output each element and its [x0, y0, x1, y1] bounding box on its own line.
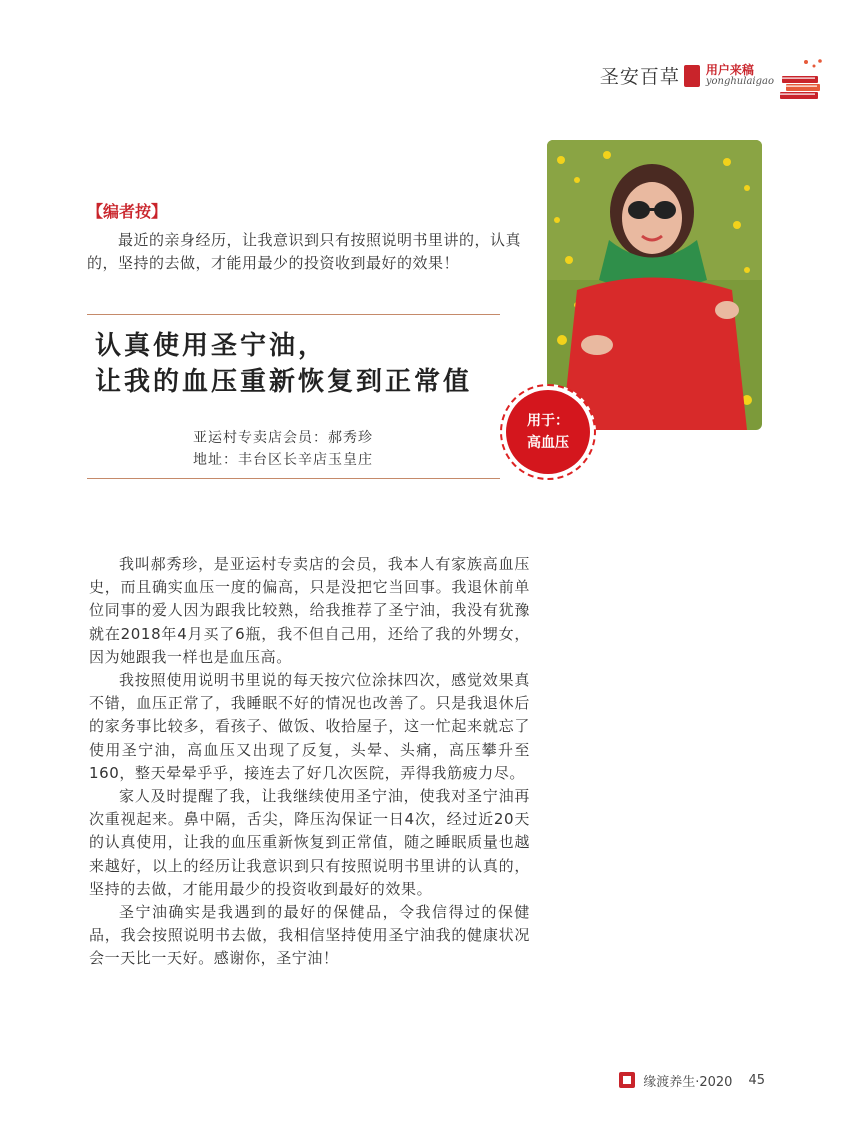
- usage-badge-inner: [506, 390, 590, 474]
- section-tag: [706, 64, 774, 87]
- article-title: [95, 328, 472, 400]
- body-paragraph: 家人及时提醒了我，让我继续使用圣宁油，使我对圣宁油再次重视起来。鼻中隔，舌尖，降压沟保证一日4次，经过近20天的认真使用，让我的血压重新恢复到正常值，随之睡眠质量也越来越好，以上的经历让我意识到只有按照说明书里讲的认真的，坚持的去做，才能用最少的投资收到最好的效果。: [89, 787, 530, 898]
- article-title-line2: 让我的血压重新恢复到正常值: [95, 367, 473, 397]
- article-title-line1: 认真使用圣宁油，: [95, 331, 328, 361]
- section-tag-cn: 用户来稿: [705, 62, 754, 77]
- magazine-name: 缘渡养生·2020: [643, 1074, 733, 1090]
- editor-note-text: 最近的亲身经历，让我意识到只有按照说明书里讲的，认真的，坚持的去做，才能用最少的投资收到最好的效果！: [87, 231, 522, 272]
- page-header: [600, 62, 774, 89]
- body-paragraph: 圣宁油确实是我遇到的最好的保健品，令我信得过的保健品，我会按照说明书去做，我相信坚持使用圣宁油我的健康状况会一天比一天好。感谢你，圣宁油！: [89, 903, 530, 968]
- author-line: 亚运村专卖店会员：郝秀珍: [193, 430, 373, 446]
- brand-name: 圣安百草: [599, 66, 680, 88]
- magazine-logo-icon: [617, 1070, 637, 1090]
- divider-bottom: [87, 478, 500, 479]
- article-body: [89, 553, 530, 971]
- usage-badge-value: 高血压: [527, 435, 569, 451]
- author-photo: [547, 140, 762, 430]
- divider-top: [87, 314, 500, 315]
- address-line: 地址：丰台区长辛店玉皇庄: [193, 452, 373, 468]
- author-info: [193, 427, 373, 471]
- body-paragraph: 我按照使用说明书里说的每天按穴位涂抹四次，感觉效果真不错，血压正常了，我睡眠不好的情况也改善了。只是我退休后的家务事比较多，看孩子、做饭、收拾屋子，这一忙起来就忘了使用圣宁油，高血压又出现了反复，头晕、头痛，高压攀升至160，整天晕晕乎乎，接连去了好几次医院，弄得我筋疲力尽。: [89, 671, 530, 782]
- editor-note-label: 【编者按】: [87, 202, 168, 221]
- usage-badge-label: 用于：: [527, 413, 569, 429]
- body-paragraph: 我叫郝秀珍，是亚运村专卖店的会员，我本人有家族高血压史，而且确实血压一度的偏高，只是没把它当回事。我退休前单位同事的爱人因为跟我比较熟，给我推荐了圣宁油，我没有犹豫就在2018年4月买了6瓶，我不但自己用，还给了我的外甥女，因为她跟我一样也是血压高。: [89, 555, 530, 666]
- brand-logo-icon: [684, 65, 700, 87]
- page-footer: [617, 1070, 765, 1090]
- page-number: 45: [748, 1072, 765, 1088]
- books-icon: [776, 58, 828, 102]
- usage-badge: [500, 384, 596, 480]
- section-tag-en: yonghulaigao: [705, 75, 774, 87]
